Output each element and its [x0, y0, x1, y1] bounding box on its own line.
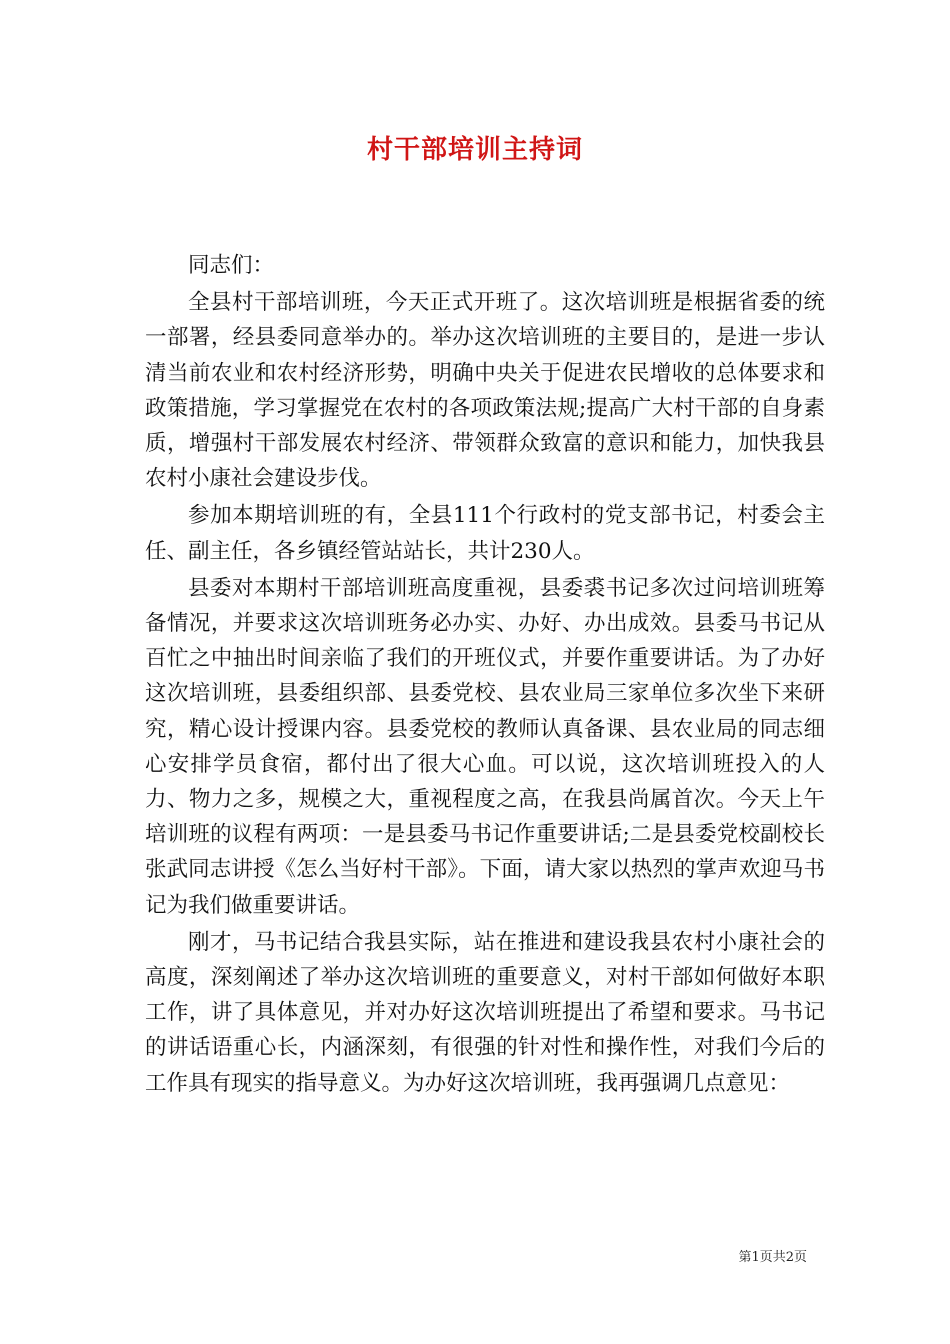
- paragraph-3: 县委对本期村干部培训班高度重视，县委裘书记多次过问培训班筹备情况，并要求这次培训班务必办实、办好、办出成效。县委马书记从百忙之中抽出时间亲临了我们的开班仪式，并要作重要讲话。为了办好这次培训班，县委组织部、县委党校、县农业局三家单位多次坐下来研究，精心设计授课内容。县委党校的教师认真备课、县农业局的同志细心安排学员食宿，都付出了很大心血。可以说，这次培训班投入的人力、物力之多，规模之大，重视程度之高，在我县尚属首次。今天上午培训班的议程有两项：一是县委马书记作重要讲话;二是县委党校副校长张武同志讲授《怎么当好村干部》。下面，请大家以热烈的掌声欢迎马书记为我们做重要讲话。: [145, 575, 825, 918]
- document-title: 村干部培训主持词: [366, 135, 583, 165]
- paragraph-2: 参加本期培训班的有，全县111个行政村的党支部书记，村委会主任、副主任，各乡镇经管站站长，共计230人。: [145, 503, 825, 564]
- paragraph-salutation: 同志们：: [188, 253, 275, 278]
- page-number-footer: 第1页共2页: [738, 1250, 807, 1265]
- document-body: [145, 248, 825, 1101]
- paragraph-1: 全县村干部培训班，今天正式开班了。这次培训班是根据省委的统一部署，经县委同意举办的。举办这次培训班的主要目的，是进一步认清当前农业和农村经济形势，明确中央关于促进农民增收的总体要求和政策措施，学习掌握党在农村的各项政策法规;提高广大村干部的自身素质，增强村干部发展农村经济、带领群众致富的意识和能力，加快我县农村小康社会建设步伐。: [145, 290, 825, 492]
- paragraph-4: 刚才，马书记结合我县实际，站在推进和建设我县农村小康社会的高度，深刻阐述了举办这次培训班的重要意义，对村干部如何做好本职工作，讲了具体意见，并对办好这次培训班提出了希望和要求。马书记的讲话语重心长，内涵深刻，有很强的针对性和操作性，对我们今后的工作具有现实的指导意义。为办好这次培训班，我再强调几点意见：: [145, 929, 825, 1096]
